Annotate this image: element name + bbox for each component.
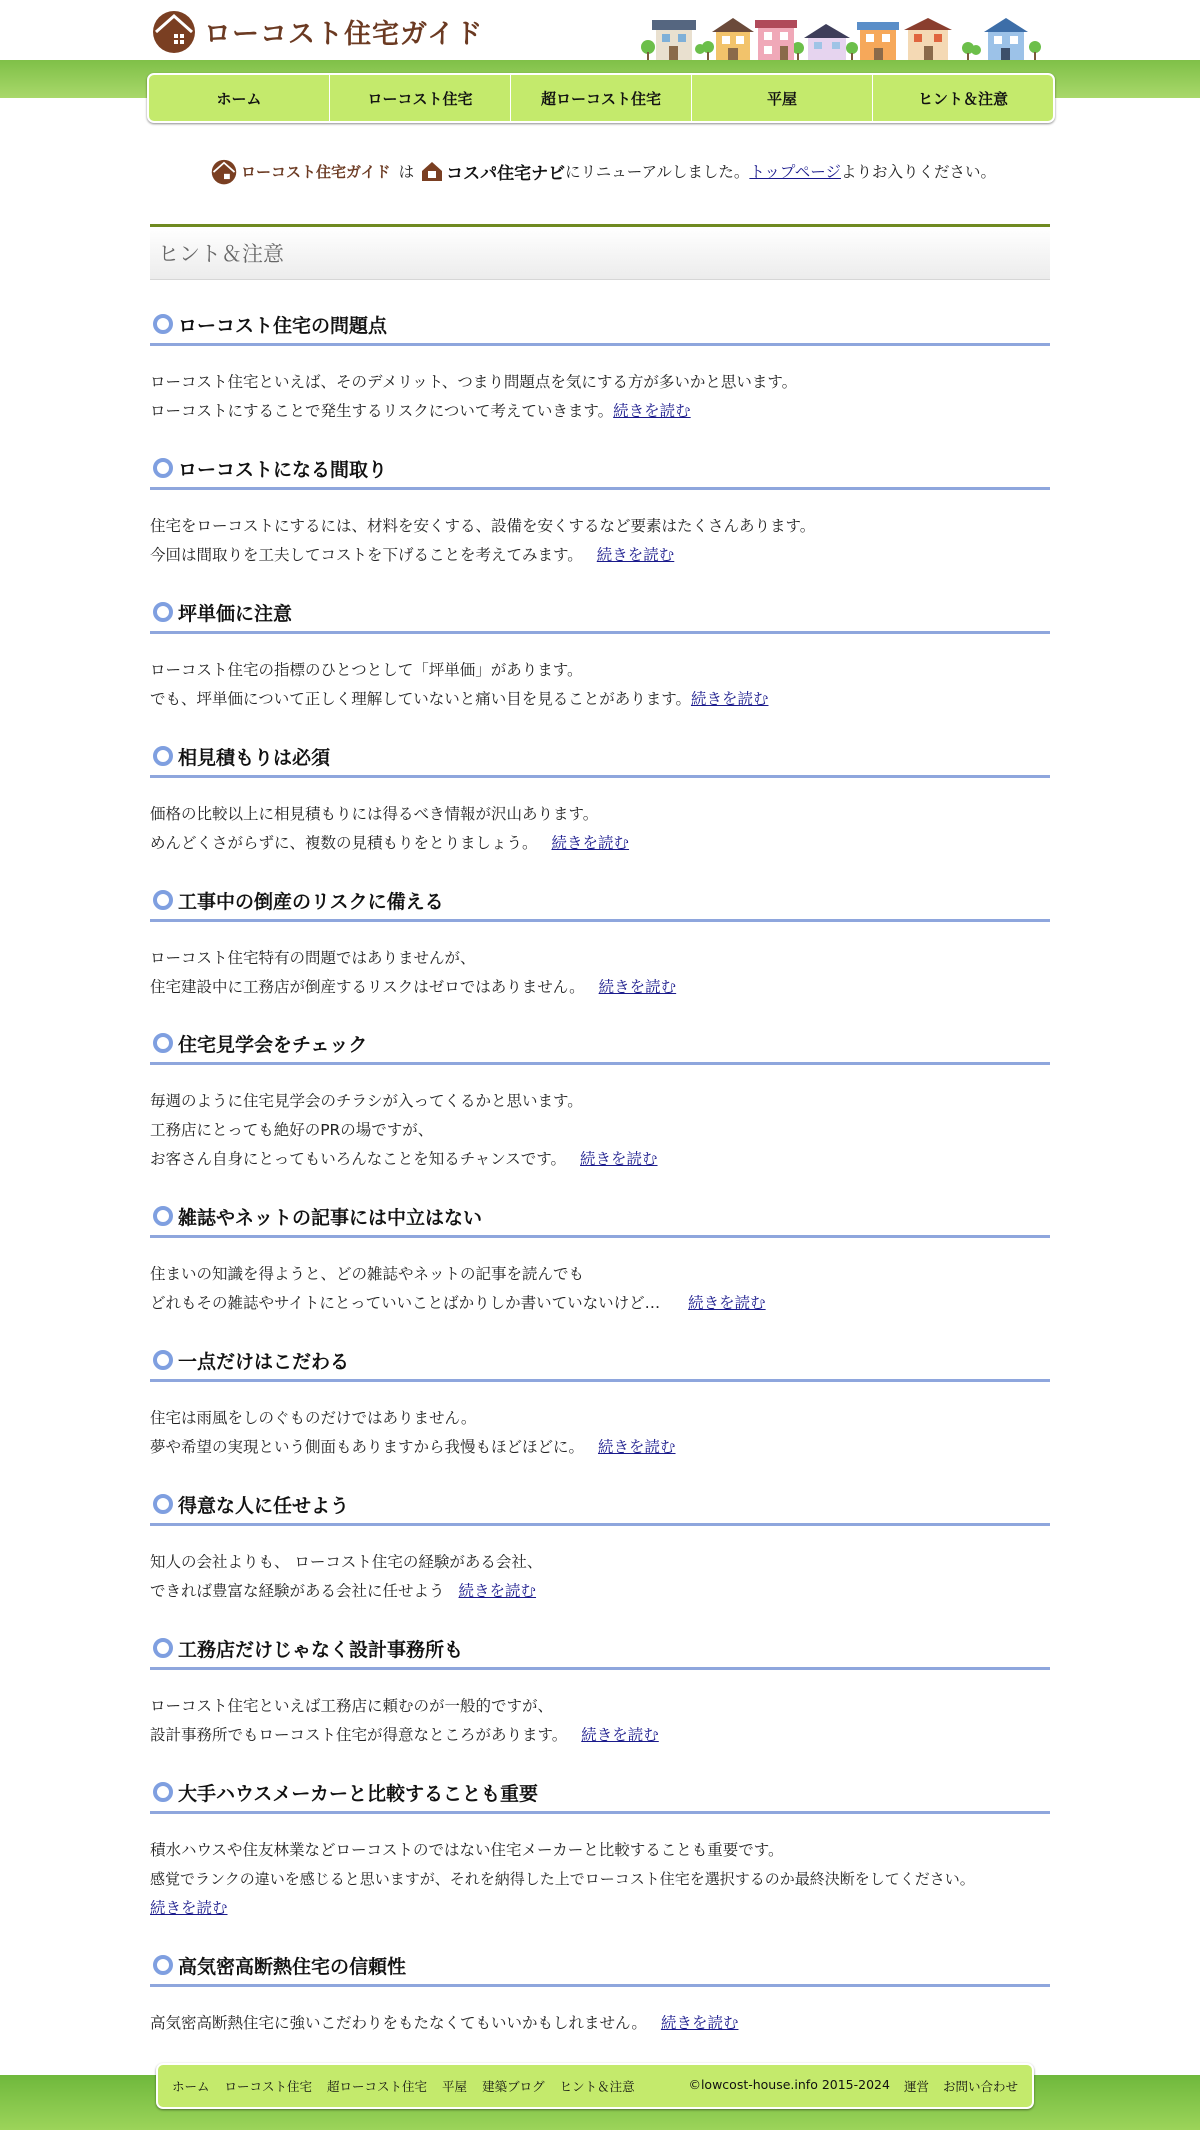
article-section [150,1341,1050,1462]
notice-text-after: よりお入りください。 [840,163,996,181]
section-body [150,1692,1050,1750]
section-title: 工事中の倒産のリスクに備える [178,890,444,913]
section-body [150,1548,1050,1606]
nav-item-lowcost-house[interactable]: ローコスト住宅 [329,75,510,121]
section-heading [150,1197,1050,1238]
old-site-logo [210,158,391,185]
footer-link-ultra-lowcost-house[interactable]: 超ローコスト住宅 [327,2079,428,2094]
read-more-link[interactable]: 続きを読む [581,1726,659,1744]
section-title: 住宅見学会をチェック [178,1033,368,1056]
top-page-link[interactable]: トップページ [749,163,841,181]
section-text: 積水ハウスや住友林業などローコストのではない住宅メーカーと比較することも重要です。 [150,1841,784,1859]
read-more-link[interactable]: 続きを読む [458,1582,537,1600]
read-more-link[interactable]: 続きを読む [690,690,769,708]
article-section [150,305,1050,426]
circle-bullet-icon [153,890,173,910]
read-more-link[interactable]: 続きを読む [150,1899,228,1917]
section-text: 価格の比較以上に相見積もりには得るべき情報が沢山あります。 [150,805,599,823]
circle-bullet-icon [153,1033,173,1053]
houses-illustration [638,14,1042,62]
new-site-name: コスパ住宅ナビ [446,163,566,184]
section-text: ローコストにすることで発生するリスクについて考えていきます。 [150,402,614,420]
footer-links [172,2077,650,2095]
nav-item-home[interactable]: ホーム [216,89,262,108]
section-title: 一点だけはこだわる [178,1350,350,1373]
footer-link-operator[interactable]: 運営 [903,2079,929,2094]
section-text: ローコスト住宅の指標のひとつとして「坪単価」があります。 [150,661,583,679]
notice-particle: は [398,163,415,181]
footer-right [688,2077,1018,2095]
section-text: 設計事務所でもローコスト住宅が得意なところがあります。 [150,1726,568,1744]
section-heading [150,1485,1050,1526]
section-text: ローコスト住宅といえば、そのデメリット、つまり問題点を気にする方が多いかと思います。 [150,373,798,391]
section-heading [150,737,1050,778]
footer-link-contact[interactable]: お問い合わせ [942,2079,1018,2094]
section-text: お客さん自身にとってもいろんなことを知るチャンスです。 [150,1150,567,1168]
circle-bullet-icon [153,746,173,766]
house-logo-icon [210,158,238,185]
circle-bullet-icon [153,1494,173,1514]
section-text: 知人の会社よりも、 ローコスト住宅の経験がある会社、 [150,1553,543,1571]
logo-text: ローコスト住宅ガイド [204,18,484,50]
section-body [150,368,1050,426]
footer-link-blog[interactable]: 建築ブログ [482,2079,545,2094]
article-section [150,1773,1050,1923]
section-text: めんどくさがらずに、複数の見積もりをとりましょう。 [150,834,538,852]
section-title: ローコスト住宅の問題点 [178,314,388,337]
section-body [150,656,1050,714]
read-more-link[interactable]: 続きを読む [613,402,691,420]
section-text: でも、坪単価について正しく理解していないと痛い目を見ることがあります。 [150,690,691,708]
section-body [150,800,1050,858]
section-heading [150,593,1050,634]
article-section [150,881,1050,1002]
new-site-logo [420,159,565,184]
read-more-link[interactable]: 続きを読む [596,546,675,564]
article-section [150,1946,1050,2038]
section-text: 毎週のように住宅見学会のチラシが入ってくるかと思います。 [150,1092,583,1110]
circle-bullet-icon [153,602,173,622]
article-section [150,1629,1050,1750]
section-text: 夢や希望の実現という側面もありますから我慢もほどほどに。 [150,1438,585,1456]
circle-bullet-icon [153,1206,173,1226]
section-title: 相見積もりは必須 [178,746,331,769]
section-title: 坪単価に注意 [178,602,293,625]
read-more-link[interactable]: 続きを読む [688,1294,766,1312]
section-title: 工務店だけじゃなく設計事務所も [178,1638,464,1661]
section-title: 得意な人に任せよう [178,1494,350,1517]
section-title: 高気密高断熱住宅の信頼性 [178,1955,407,1978]
section-text: 今回は間取りを工夫してコストを下げることを考えてみます。 [150,546,583,564]
section-heading [150,1629,1050,1670]
section-text: 工務店にとっても絶好のPRの場ですが、 [150,1121,434,1139]
section-body [150,1836,1050,1923]
read-more-link[interactable]: 続きを読む [551,834,630,852]
section-text: 高気密高断熱住宅に強いこだわりをもたなくてもいいかもしれません。 [150,2014,647,2032]
section-text: 住まいの知識を得ようと、どの雑誌やネットの記事を読んでも [150,1265,585,1283]
section-body [150,1260,1050,1318]
site-logo[interactable] [150,8,483,54]
read-more-link[interactable]: 続きを読む [598,978,677,996]
section-text: 住宅は雨風をしのぐものだけではありません。 [150,1409,477,1427]
article-section [150,593,1050,714]
section-heading [150,1341,1050,1382]
article-section [150,1485,1050,1606]
section-text: ローコスト住宅特有の問題ではありませんが、 [150,949,476,967]
main-nav [147,73,1055,123]
read-more-link[interactable]: 続きを読む [660,2014,739,2032]
section-heading [150,305,1050,346]
house-logo-icon [150,8,198,54]
section-heading [150,1946,1050,1987]
section-text: 住宅をローコストにするには、材料を安くする、設備を安くするなど要素はたくさんあります。 [150,517,816,535]
footer-link-hints[interactable]: ヒント＆注意 [559,2079,635,2094]
section-body [150,2009,1050,2038]
footer-link-hiraya[interactable]: 平屋 [442,2079,468,2094]
section-text: できれば豊富な経験がある会社に任せよう [150,1582,445,1600]
section-heading [150,449,1050,490]
circle-bullet-icon [153,1350,173,1370]
section-body [150,1404,1050,1462]
section-body [150,1087,1050,1174]
section-text: ローコスト住宅といえば工務店に頼むのが一般的ですが、 [150,1697,554,1715]
section-body [150,512,1050,570]
section-heading [150,881,1050,922]
section-title: 大手ハウスメーカーと比較することも重要 [178,1782,539,1805]
section-heading [150,1773,1050,1814]
nav-item-ultra-lowcost-house[interactable]: 超ローコスト住宅 [510,75,691,121]
read-more-link[interactable]: 続きを読む [580,1150,658,1168]
circle-bullet-icon [153,1955,173,1975]
notice-text: にリニューアルしました。 [565,163,750,181]
section-heading [150,1024,1050,1065]
nav-item-hints[interactable]: ヒント＆注意 [872,75,1053,121]
nav-item-hiraya[interactable]: 平屋 [691,75,872,121]
article-section [150,737,1050,858]
article-section [150,449,1050,570]
section-text: 感覚でランクの違いを感じると思いますが、それを納得した上でローコスト住宅を選択するのか最終決断をしてください。 [150,1870,975,1888]
section-text: どれもその雑誌やサイトにとっていいことばかりしか書いていないけど… [150,1294,661,1312]
read-more-link[interactable]: 続きを読む [598,1438,676,1456]
renewal-notice [210,154,1030,188]
house-roof-icon [420,159,444,183]
page-title: ヒント＆注意 [158,242,284,266]
circle-bullet-icon [153,314,173,334]
article-section [150,1197,1050,1318]
footer-bar [156,2063,1034,2109]
footer-link-lowcost-house[interactable]: ローコスト住宅 [224,2079,313,2094]
section-title: ローコストになる間取り [178,458,388,481]
old-site-name: ローコスト住宅ガイド [241,162,391,181]
copyright: ©lowcost-house.info 2015-2024 [688,2077,890,2092]
circle-bullet-icon [153,1782,173,1802]
section-body [150,944,1050,1002]
circle-bullet-icon [153,1638,173,1658]
footer-link-home[interactable]: ホーム [172,2079,210,2094]
page-title-box [150,224,1050,280]
section-text: 住宅建設中に工務店が倒産するリスクはゼロではありません。 [150,978,585,996]
article-section [150,1024,1050,1174]
section-title: 雑誌やネットの記事には中立はない [178,1206,483,1229]
circle-bullet-icon [153,458,173,478]
